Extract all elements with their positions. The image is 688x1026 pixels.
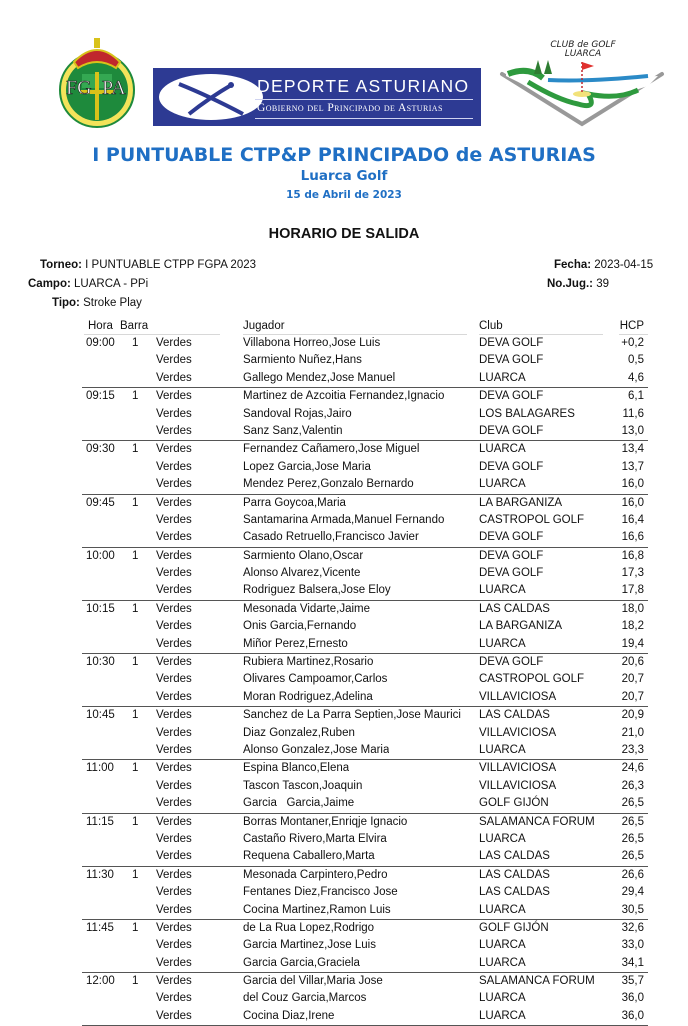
- player-name: del Couz Garcia,Marcos: [243, 992, 367, 1005]
- player-hcp: 19,4: [621, 637, 644, 650]
- table-row: [82, 990, 648, 1007]
- table-row: [82, 973, 648, 990]
- tee-color: Verdes: [156, 690, 192, 703]
- player-club: SALAMANCA FORUM: [479, 815, 595, 828]
- tee-color: Verdes: [156, 850, 192, 863]
- player-hcp: 21,0: [621, 726, 644, 739]
- tee-time-group: [82, 335, 648, 388]
- table-row: [82, 370, 648, 387]
- player-name: Santamarina Armada,Manuel Fernando: [243, 513, 445, 526]
- tee-time: 10:30: [86, 656, 115, 669]
- player-name: Parra Goycoa,Maria: [243, 496, 346, 509]
- player-club: LAS CALDAS: [479, 850, 550, 863]
- tee-color: Verdes: [156, 443, 192, 456]
- deporte-figure-icon: [159, 74, 263, 120]
- table-row: [82, 742, 648, 759]
- player-name: Garcia Garcia,Jaime: [243, 797, 355, 810]
- tee-time-group: [82, 867, 648, 920]
- tee-number: 1: [132, 549, 139, 562]
- col-hora: Hora: [88, 320, 113, 332]
- tee-color: Verdes: [156, 709, 192, 722]
- player-hcp: 32,6: [621, 921, 644, 934]
- player-name: Rubiera Martinez,Rosario: [243, 656, 374, 669]
- player-name: Olivares Campoamor,Carlos: [243, 673, 388, 686]
- tee-number: 1: [132, 815, 139, 828]
- tee-color: Verdes: [156, 337, 192, 349]
- table-row: [82, 601, 648, 618]
- table-row: [82, 955, 648, 972]
- tee-time: 11:30: [86, 868, 114, 881]
- fgpa-logo: [52, 36, 142, 128]
- player-name: Mesonada Carpintero,Pedro: [243, 868, 388, 881]
- table-row: [82, 423, 648, 440]
- player-hcp: 26,3: [621, 779, 644, 792]
- player-club: VILLAVICIOSA: [479, 726, 557, 739]
- tee-color: Verdes: [156, 602, 192, 615]
- meta-campo: [28, 278, 148, 290]
- player-name: Martinez de Azcoitia Fernandez,Ignacio: [243, 390, 445, 403]
- player-hcp: +0,2: [621, 337, 644, 349]
- player-club: LUARCA: [479, 903, 526, 916]
- deporte-asturiano-logo: [153, 68, 481, 126]
- tee-time: 10:45: [86, 709, 115, 722]
- player-hcp: 26,5: [621, 832, 644, 845]
- table-row: [82, 937, 648, 954]
- tee-color: Verdes: [156, 903, 192, 916]
- tee-color: Verdes: [156, 726, 192, 739]
- tee-number: 1: [132, 656, 139, 669]
- player-name: Cocina Diaz,Irene: [243, 1009, 335, 1022]
- table-row: [82, 725, 648, 742]
- campo-value: LUARCA - PPi: [74, 278, 149, 290]
- player-hcp: 13,4: [621, 443, 644, 456]
- col-barra: Barra: [120, 320, 149, 332]
- player-hcp: 26,5: [621, 815, 644, 828]
- player-name: Sanz Sanz,Valentin: [243, 424, 343, 437]
- table-row: [82, 459, 648, 476]
- tipo-value: Stroke Play: [83, 297, 142, 309]
- tee-time-group: [82, 760, 648, 813]
- player-hcp: 16,4: [621, 513, 644, 526]
- club-logo-line1: CLUB de GOLF: [550, 40, 616, 50]
- tee-time-group: [82, 441, 648, 494]
- tee-time-group: [82, 707, 648, 760]
- tee-color: Verdes: [156, 673, 192, 686]
- player-hcp: 4,6: [628, 371, 644, 384]
- player-hcp: 13,0: [621, 424, 644, 437]
- tee-color: Verdes: [156, 531, 192, 544]
- tee-number: 1: [132, 390, 139, 403]
- tipo-label: Tipo:: [52, 297, 80, 309]
- tee-color: Verdes: [156, 797, 192, 810]
- tee-color: Verdes: [156, 656, 192, 669]
- tee-time-group: [82, 814, 648, 867]
- player-hcp: 29,4: [621, 886, 644, 899]
- player-hcp: 33,0: [621, 939, 644, 952]
- svg-text:PA: PA: [102, 77, 126, 99]
- player-club: DEVA GOLF: [479, 549, 544, 562]
- player-club: LUARCA: [479, 584, 526, 597]
- player-name: Rodriguez Balsera,Jose Eloy: [243, 584, 391, 597]
- player-club: CASTROPOL GOLF: [479, 513, 585, 526]
- table-row: [82, 707, 648, 724]
- player-club: LUARCA: [479, 371, 526, 384]
- player-hcp: 11,6: [622, 407, 644, 420]
- tee-time: 09:30: [86, 443, 115, 456]
- player-club: LUARCA: [479, 478, 526, 491]
- deporte-title: DEPORTE ASTURIANO: [257, 76, 470, 96]
- tee-number: 1: [132, 868, 139, 881]
- tee-time-table: [82, 320, 648, 1026]
- tee-color: Verdes: [156, 762, 192, 775]
- player-name: Fernandez Cañamero,Jose Miguel: [243, 443, 420, 456]
- tee-color: Verdes: [156, 815, 192, 828]
- player-club: GOLF GIJÓN: [479, 797, 549, 810]
- player-club: DEVA GOLF: [479, 424, 544, 437]
- torneo-label: Torneo:: [40, 259, 82, 271]
- player-club: LUARCA: [479, 956, 526, 969]
- player-club: VILLAVICIOSA: [479, 690, 557, 703]
- player-club: LUARCA: [479, 1009, 526, 1022]
- player-hcp: 18,2: [621, 620, 644, 633]
- tee-number: 1: [132, 975, 139, 988]
- tee-color: Verdes: [156, 390, 192, 403]
- tee-color: Verdes: [156, 637, 192, 650]
- table-row: [82, 476, 648, 493]
- table-row: [82, 565, 648, 582]
- tee-color: Verdes: [156, 549, 192, 562]
- tee-color: Verdes: [156, 478, 192, 491]
- player-hcp: 23,3: [621, 743, 644, 756]
- player-club: LAS CALDAS: [479, 709, 550, 722]
- player-hcp: 35,7: [621, 975, 644, 988]
- player-hcp: 0,5: [628, 354, 644, 367]
- tee-time: 11:15: [86, 815, 114, 828]
- player-name: Onis Garcia,Fernando: [243, 620, 357, 633]
- player-hcp: 20,6: [621, 656, 644, 669]
- table-row: [82, 760, 648, 777]
- player-club: CASTROPOL GOLF: [479, 673, 585, 686]
- player-club: DEVA GOLF: [479, 460, 544, 473]
- player-name: Borras Montaner,Enriqje Ignacio: [243, 815, 408, 828]
- tee-number: 1: [132, 496, 139, 509]
- tee-color: Verdes: [156, 939, 192, 952]
- player-club: GOLF GIJÓN: [479, 921, 549, 934]
- event-date: 15 de Abril de 2023: [286, 189, 402, 201]
- player-name: Cocina Martinez,Ramon Luis: [243, 903, 391, 916]
- player-club: LAS CALDAS: [479, 602, 550, 615]
- tee-color: Verdes: [156, 779, 192, 792]
- player-name: Casado Retruello,Francisco Javier: [243, 531, 419, 544]
- player-name: Garcia Garcia,Graciela: [243, 956, 360, 969]
- tee-time: 10:15: [86, 602, 115, 615]
- player-club: LUARCA: [479, 743, 526, 756]
- player-hcp: 24,6: [621, 762, 644, 775]
- tee-color: Verdes: [156, 513, 192, 526]
- player-name: Moran Rodriguez,Adelina: [243, 690, 373, 703]
- player-club: DEVA GOLF: [479, 656, 544, 669]
- player-club: LA BARGANIZA: [479, 496, 563, 509]
- player-club: DEVA GOLF: [479, 337, 544, 349]
- col-hcp: HCP: [619, 320, 644, 332]
- tee-number: 1: [132, 337, 139, 349]
- player-name: Requena Caballero,Marta: [243, 850, 375, 863]
- fecha-label: Fecha:: [554, 259, 592, 271]
- player-hcp: 18,0: [621, 602, 644, 615]
- player-name: Garcia del Villar,Maria Jose: [243, 975, 383, 988]
- table-row: [82, 654, 648, 671]
- player-hcp: 26,5: [621, 850, 644, 863]
- tee-time: 10:00: [86, 549, 115, 562]
- player-hcp: 30,5: [621, 903, 644, 916]
- tee-time-group: [82, 654, 648, 707]
- campo-label: Campo:: [28, 278, 71, 290]
- torneo-value: I PUNTUABLE CTPP FGPA 2023: [85, 259, 257, 271]
- player-club: LUARCA: [479, 939, 526, 952]
- player-club: DEVA GOLF: [479, 354, 544, 367]
- tee-number: 1: [132, 709, 139, 722]
- player-club: LOS BALAGARES: [479, 407, 575, 420]
- table-row: [82, 867, 648, 884]
- table-row: [82, 618, 648, 635]
- player-name: Castaño Rivero,Marta Elvira: [243, 832, 387, 845]
- table-body: [82, 335, 648, 1026]
- fgpa-crest-icon: [52, 36, 142, 128]
- tee-time: 11:45: [86, 921, 114, 934]
- player-name: Sanchez de La Parra Septien,Jose Maurici: [243, 709, 461, 722]
- table-row: [82, 388, 648, 405]
- tee-time-group: [82, 601, 648, 654]
- table-row: [82, 335, 648, 352]
- player-name: Villabona Horreo,Jose Luis: [243, 337, 381, 349]
- tee-color: Verdes: [156, 584, 192, 597]
- player-club: LA BARGANIZA: [479, 620, 563, 633]
- player-hcp: 34,1: [621, 956, 644, 969]
- tee-color: Verdes: [156, 1009, 192, 1022]
- tee-color: Verdes: [156, 975, 192, 988]
- player-hcp: 17,3: [621, 567, 644, 580]
- tournament-title: I PUNTUABLE CTP&P PRINCIPADO de ASTURIAS: [92, 144, 596, 166]
- player-club: LUARCA: [479, 637, 526, 650]
- player-name: Gallego Mendez,Jose Manuel: [243, 371, 396, 384]
- player-hcp: 16,0: [621, 478, 644, 491]
- player-name: Sarmiento Nuñez,Hans: [243, 354, 362, 367]
- table-row: [82, 529, 648, 546]
- player-hcp: 6,1: [628, 390, 644, 403]
- player-club: LUARCA: [479, 992, 526, 1005]
- tee-color: Verdes: [156, 424, 192, 437]
- table-row: [82, 902, 648, 919]
- tee-time: 11:00: [86, 762, 114, 775]
- table-row: [82, 495, 648, 512]
- player-club: LUARCA: [479, 832, 526, 845]
- player-hcp: 13,7: [621, 460, 644, 473]
- player-name: Garcia Martinez,Jose Luis: [243, 939, 376, 952]
- player-hcp: 20,7: [621, 673, 644, 686]
- tee-color: Verdes: [156, 567, 192, 580]
- tee-number: 1: [132, 443, 139, 456]
- tee-color: Verdes: [156, 371, 192, 384]
- player-hcp: 16,0: [621, 496, 644, 509]
- tee-color: Verdes: [156, 620, 192, 633]
- player-name: Mesonada Vidarte,Jaime: [243, 602, 370, 615]
- tee-time: 09:45: [86, 496, 115, 509]
- table-header: [82, 320, 648, 335]
- tee-color: Verdes: [156, 832, 192, 845]
- table-row: [82, 352, 648, 369]
- tee-color: Verdes: [156, 743, 192, 756]
- tee-time-group: [82, 548, 648, 601]
- table-row: [82, 671, 648, 688]
- tee-color: Verdes: [156, 956, 192, 969]
- player-hcp: 26,6: [621, 868, 644, 881]
- table-row: [82, 795, 648, 812]
- nojug-label: No.Jug.:: [547, 278, 593, 290]
- tee-time: 09:00: [86, 337, 115, 349]
- player-name: de La Rua Lopez,Rodrigo: [243, 921, 375, 934]
- player-hcp: 36,0: [621, 992, 644, 1005]
- player-name: Mendez Perez,Gonzalo Bernardo: [243, 478, 414, 491]
- player-name: Fentanes Diez,Francisco Jose: [243, 886, 398, 899]
- player-club: DEVA GOLF: [479, 531, 544, 544]
- col-club: Club: [479, 320, 503, 332]
- player-name: Alonso Alvarez,Vicente: [243, 567, 361, 580]
- player-name: Sandoval Rojas,Jairo: [243, 407, 352, 420]
- player-club: VILLAVICIOSA: [479, 779, 557, 792]
- player-name: Espina Blanco,Elena: [243, 762, 350, 775]
- tee-time-group: [82, 920, 648, 973]
- venue-name: Luarca Golf: [300, 168, 388, 184]
- table-row: [82, 778, 648, 795]
- section-title: HORARIO DE SALIDA: [268, 226, 420, 242]
- player-name: Sarmiento Olano,Oscar: [243, 549, 364, 562]
- table-row: [82, 831, 648, 848]
- deporte-subtitle: Gobierno del Principado de Asturias: [257, 102, 443, 114]
- tee-color: Verdes: [156, 868, 192, 881]
- player-club: LUARCA: [479, 443, 526, 456]
- svg-text:FG: FG: [66, 77, 92, 99]
- tee-number: 1: [132, 602, 139, 615]
- nojug-value: 39: [596, 278, 609, 290]
- club-logo-line2: LUARCA: [564, 49, 602, 59]
- golf-course-icon: [498, 40, 668, 130]
- table-row: [82, 636, 648, 653]
- table-row: [82, 441, 648, 458]
- meta-nojug: [547, 278, 609, 290]
- player-club: DEVA GOLF: [479, 567, 544, 580]
- player-club: VILLAVICIOSA: [479, 762, 557, 775]
- player-club: LAS CALDAS: [479, 886, 550, 899]
- table-row: [82, 406, 648, 423]
- tee-color: Verdes: [156, 407, 192, 420]
- tee-color: Verdes: [156, 921, 192, 934]
- player-club: SALAMANCA FORUM: [479, 975, 595, 988]
- fecha-value: 2023-04-15: [594, 259, 654, 271]
- tee-number: 1: [132, 762, 139, 775]
- tee-time-group: [82, 388, 648, 441]
- player-name: Lopez Garcia,Jose Maria: [243, 460, 371, 473]
- tee-color: Verdes: [156, 496, 192, 509]
- tee-color: Verdes: [156, 460, 192, 473]
- meta-tipo: [52, 297, 142, 309]
- meta-fecha: [554, 259, 653, 271]
- tee-time: 12:00: [86, 975, 115, 988]
- player-hcp: 20,7: [621, 690, 644, 703]
- table-row: [82, 814, 648, 831]
- col-jugador: Jugador: [243, 320, 285, 332]
- table-row: [82, 582, 648, 599]
- table-row: [82, 920, 648, 937]
- divider: [255, 99, 473, 100]
- player-club: DEVA GOLF: [479, 390, 544, 403]
- player-hcp: 17,8: [621, 584, 644, 597]
- player-name: Tascon Tascon,Joaquin: [243, 779, 363, 792]
- meta-torneo: [40, 259, 256, 271]
- player-hcp: 16,6: [621, 531, 644, 544]
- tee-time: 09:15: [86, 390, 115, 403]
- player-name: Diaz Gonzalez,Ruben: [243, 726, 355, 739]
- club-golf-luarca-logo: [498, 40, 668, 130]
- player-hcp: 20,9: [621, 709, 644, 722]
- table-row: [82, 512, 648, 529]
- player-club: LAS CALDAS: [479, 868, 550, 881]
- tee-color: Verdes: [156, 886, 192, 899]
- divider: [255, 118, 473, 119]
- table-row: [82, 548, 648, 565]
- player-hcp: 26,5: [621, 797, 644, 810]
- table-row: [82, 689, 648, 706]
- player-name: Miñor Perez,Ernesto: [243, 637, 348, 650]
- player-hcp: 36,0: [621, 1009, 644, 1022]
- tee-color: Verdes: [156, 992, 192, 1005]
- tee-time-group: [82, 973, 648, 1026]
- player-name: Alonso Gonzalez,Jose Maria: [243, 743, 390, 756]
- table-row: [82, 884, 648, 901]
- table-row: [82, 848, 648, 865]
- tee-number: 1: [132, 921, 139, 934]
- tee-color: Verdes: [156, 354, 192, 367]
- player-hcp: 16,8: [621, 549, 644, 562]
- tee-time-group: [82, 495, 648, 548]
